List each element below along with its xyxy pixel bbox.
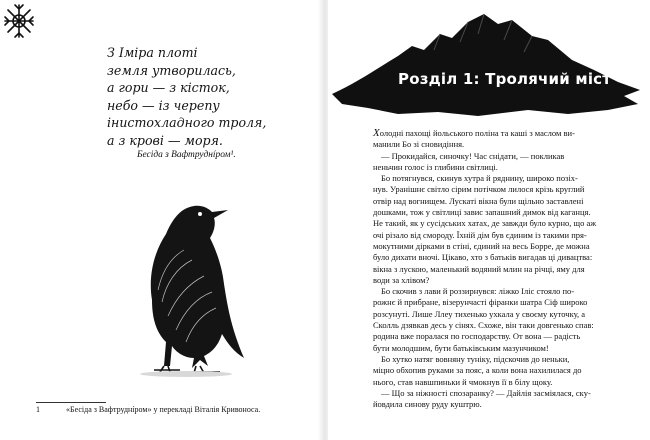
rune-emblem-icon [2, 2, 36, 40]
epigraph-line: інистохладного троля, [107, 115, 267, 131]
body-line: родина вже поралася по господарству. От вона — радість [373, 331, 581, 342]
body-line: неньчин голос із глибини світлиці. [373, 161, 498, 172]
footnote-text: «Бесіда з Вафтруднíром» у перекладі Віталія Кривоноса. [66, 405, 261, 414]
raven-illustration [96, 180, 256, 380]
drop-cap: Х [373, 127, 380, 139]
body-line: розсунуті. Лише Ллеу тихенько ухкала у своєму куточку, а [373, 308, 586, 319]
epigraph-line: а з крові — моря. [107, 132, 223, 148]
epigraph-line: а гори — з кісток, [107, 80, 230, 96]
chapter-title: Розділ 1: Тролячий міст [398, 70, 612, 88]
body-line: нув. Уранішнє світло сірим потічком лилося крізь круглий [373, 184, 585, 195]
body-line: дошками, тож у світлиці завис запашний димок від каганця. [373, 207, 591, 218]
body-line: нього, став навшпиньки й чмокнув її в білу щоку. [373, 376, 553, 387]
body-line: Не такий, як у сусідських хатах, де завжди було курно, що аж [373, 218, 597, 229]
epigraph [107, 44, 266, 150]
body-line: манили Бо зі сновидіння. [373, 139, 465, 150]
body-line: мокутними дірками в стіні, єдиний на весь Борре, де можна [373, 240, 590, 251]
body-line: — Що за ніжності спозаранку? — Дайлія засміялася, ску- [381, 387, 591, 398]
epigraph-line: З Іміра плоті [107, 45, 198, 60]
body-line: міцно обхопив руками за пояс, а коли вона нахилилася до [373, 365, 582, 376]
body-line: рожнє й прибране, візерунчасті фіранки шатра Сіф широко [373, 297, 588, 308]
body-line: отвір над вогнищем. Лускаті вікна були щільно заставлені [373, 195, 584, 206]
epigraph-line: небо — із черепу [107, 97, 220, 113]
body-line: Сколль дзявкав десь у сінях. Схоже, він таки довгенько спав: [373, 320, 594, 331]
body-line: вікна з лускою, маленький водяний млин на річці, яму для [373, 263, 585, 274]
right-page [328, 0, 650, 440]
footnote-number: 1 [36, 405, 40, 414]
body-line: бути молодшим, бути батьківським мазунчиком! [373, 342, 549, 353]
body-line: очі різало від смороду. Їхній дім був єдиним із такими пря- [373, 229, 587, 240]
body-line: було дихати вночі. Цікаво, хто з батьків вигадав ці дивацтва: [373, 252, 593, 263]
mountain-banner [328, 10, 650, 126]
body-line [373, 128, 618, 139]
body-line: Бо скочив з лави й роззирнувся: ліжко Іліс стояло по- [381, 286, 575, 297]
body-line: води за хлівом? [373, 274, 430, 285]
body-line-text: олодні пахощі йольського поліна та каші з маслом ви- [379, 128, 575, 138]
chapter-body [373, 128, 618, 410]
body-line: йовдила синову руду куштрю. [373, 399, 482, 410]
footnote [36, 405, 260, 414]
body-line: Бо потягнувся, скинув хутра й ряднину, широко позіх- [381, 173, 578, 184]
footnote-rule [36, 402, 106, 403]
body-line: Бо хутко натяг вовняну туніку, підскочив до неньки, [381, 353, 570, 364]
epigraph-source: Бесіда з Вафтруднíром¹. [137, 150, 236, 160]
left-page [0, 0, 322, 440]
body-line: — Прокидайся, синочку! Час снідати, — покликав [381, 150, 565, 161]
epigraph-line: земля утворилась, [107, 62, 236, 78]
